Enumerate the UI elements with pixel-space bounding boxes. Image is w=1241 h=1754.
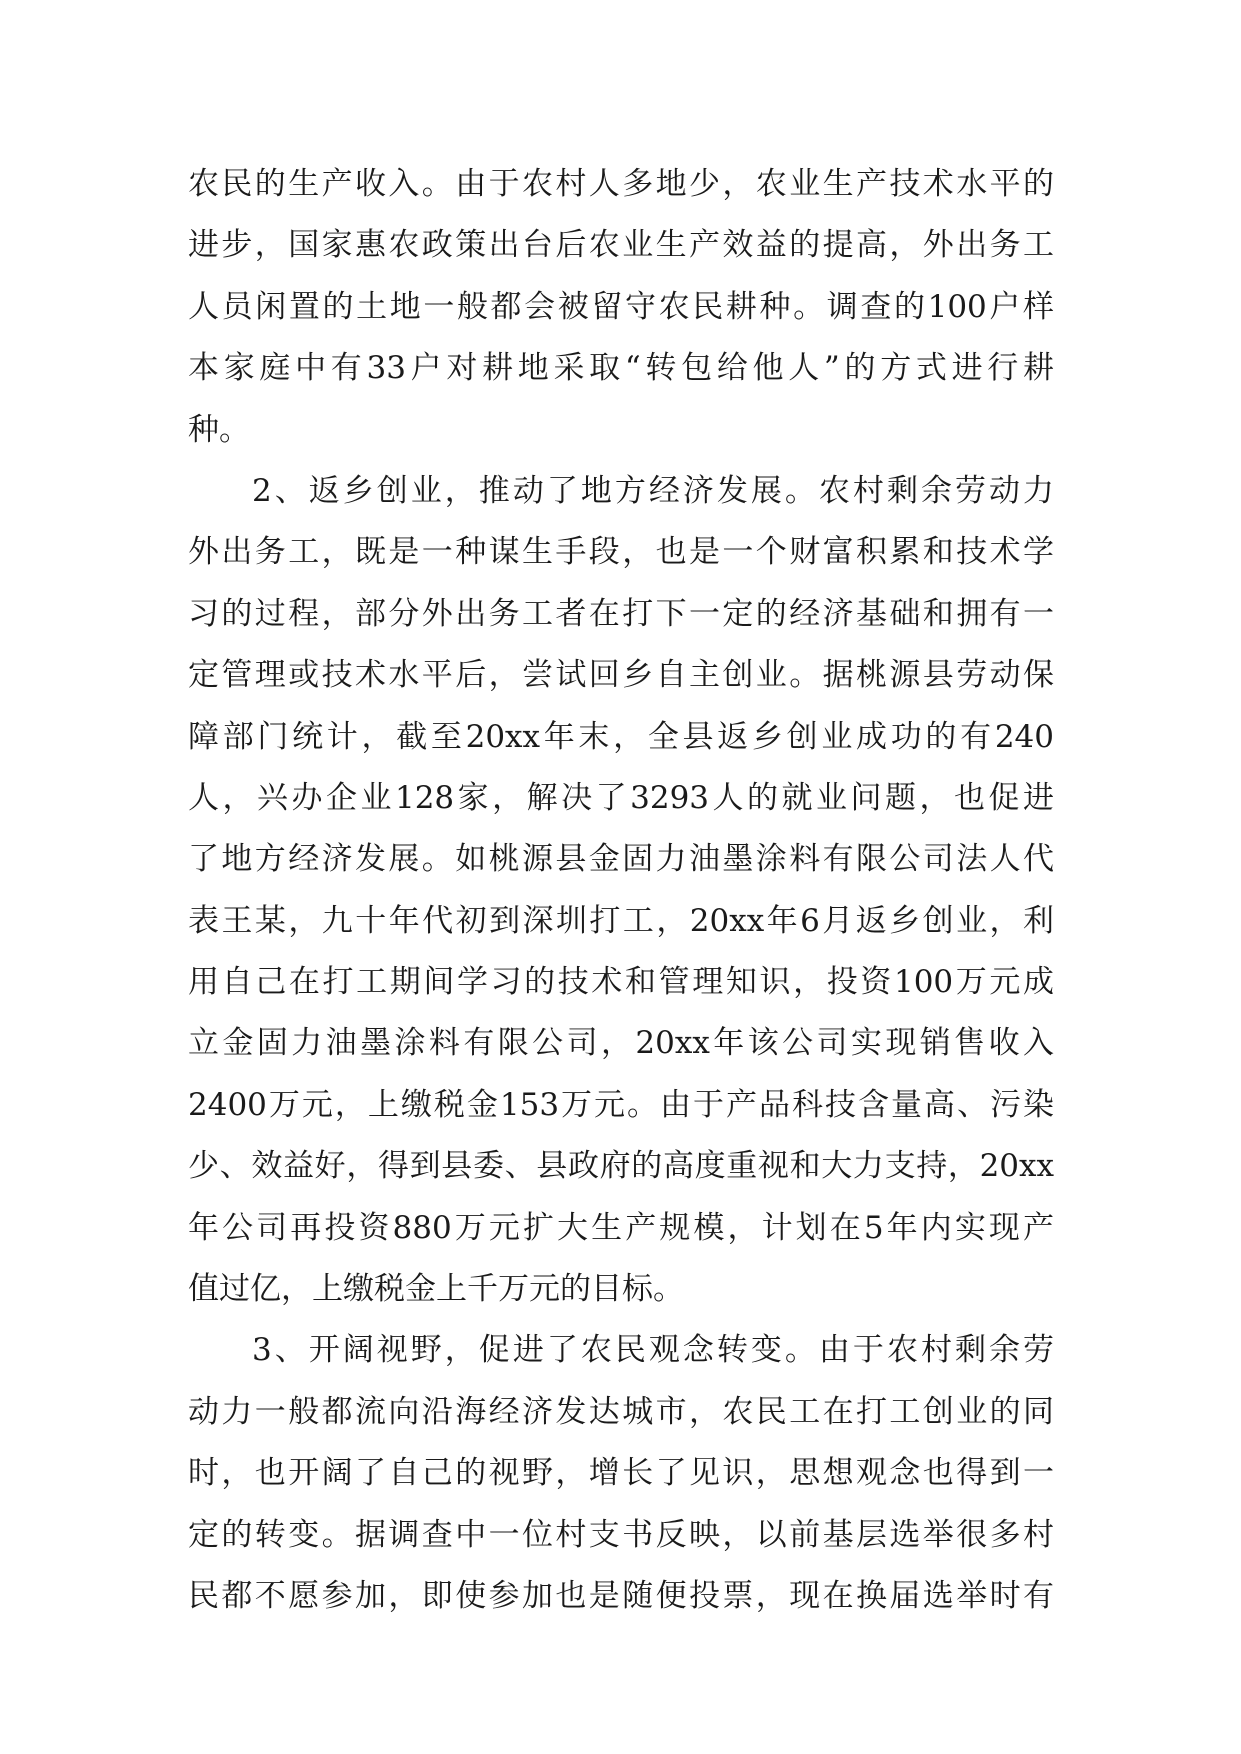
document-body <box>188 154 1054 1627</box>
text-line: 表王某，九十年代初到深圳打工，20xx年6月返乡创业，利 <box>188 902 1054 939</box>
text-line: 少、效益好，得到县委、县政府的高度重视和大力支持，20xx <box>188 1148 1054 1185</box>
text-line: 值过亿，上缴税金上千万元的目标。 <box>188 1271 684 1308</box>
text-line: 本家庭中有33户对耕地采取“转包给他人”的方式进行耕 <box>188 350 1054 387</box>
text-line: 动力一般都流向沿海经济发达城市，农民工在打工创业的同 <box>188 1393 1054 1430</box>
text-line: 立金固力油墨涂料有限公司，20xx年该公司实现销售收入 <box>188 1025 1054 1062</box>
text-line: 定的转变。据调查中一位村支书反映，以前基层选举很多村 <box>188 1516 1054 1553</box>
paragraph-1 <box>188 154 1054 461</box>
text-line: 障部门统计，截至20xx年末，全县返乡创业成功的有240 <box>188 718 1054 755</box>
text-line: 年公司再投资880万元扩大生产规模，计划在5年内实现产 <box>188 1209 1054 1246</box>
text-line: 习的过程，部分外出务工者在打下一定的经济基础和拥有一 <box>188 595 1054 632</box>
text-line: 了地方经济发展。如桃源县金固力油墨涂料有限公司法人代 <box>188 841 1054 878</box>
text-line: 2400万元，上缴税金153万元。由于产品科技含量高、污染 <box>188 1086 1054 1123</box>
text-line: 时，也开阔了自己的视野，增长了见识，思想观念也得到一 <box>188 1455 1054 1492</box>
text-line: 外出务工，既是一种谋生手段，也是一个财富积累和技术学 <box>188 534 1054 571</box>
text-line: 人员闲置的土地一般都会被留守农民耕种。调查的100户样 <box>188 288 1054 325</box>
text-line: 人，兴办企业128家，解决了3293人的就业问题，也促进 <box>188 779 1054 816</box>
paragraph-2 <box>188 461 1054 1320</box>
paragraph-3 <box>188 1320 1054 1627</box>
text-line: 2、返乡创业，推动了地方经济发展。农村剩余劳动力 <box>252 472 1054 509</box>
text-line: 农民的生产收入。由于农村人多地少，农业生产技术水平的 <box>188 166 1054 202</box>
text-line: 3、开阔视野，促进了农民观念转变。由于农村剩余劳 <box>252 1332 1054 1369</box>
text-line: 民都不愿参加，即使参加也是随便投票，现在换届选举时有 <box>188 1577 1054 1614</box>
text-line: 进步，国家惠农政策出台后农业生产效益的提高，外出务工 <box>188 227 1054 264</box>
text-line: 用自己在打工期间学习的技术和管理知识，投资100万元成 <box>188 964 1054 1001</box>
text-line: 种。 <box>188 411 250 448</box>
text-line: 定管理或技术水平后，尝试回乡自主创业。据桃源县劳动保 <box>188 657 1054 694</box>
